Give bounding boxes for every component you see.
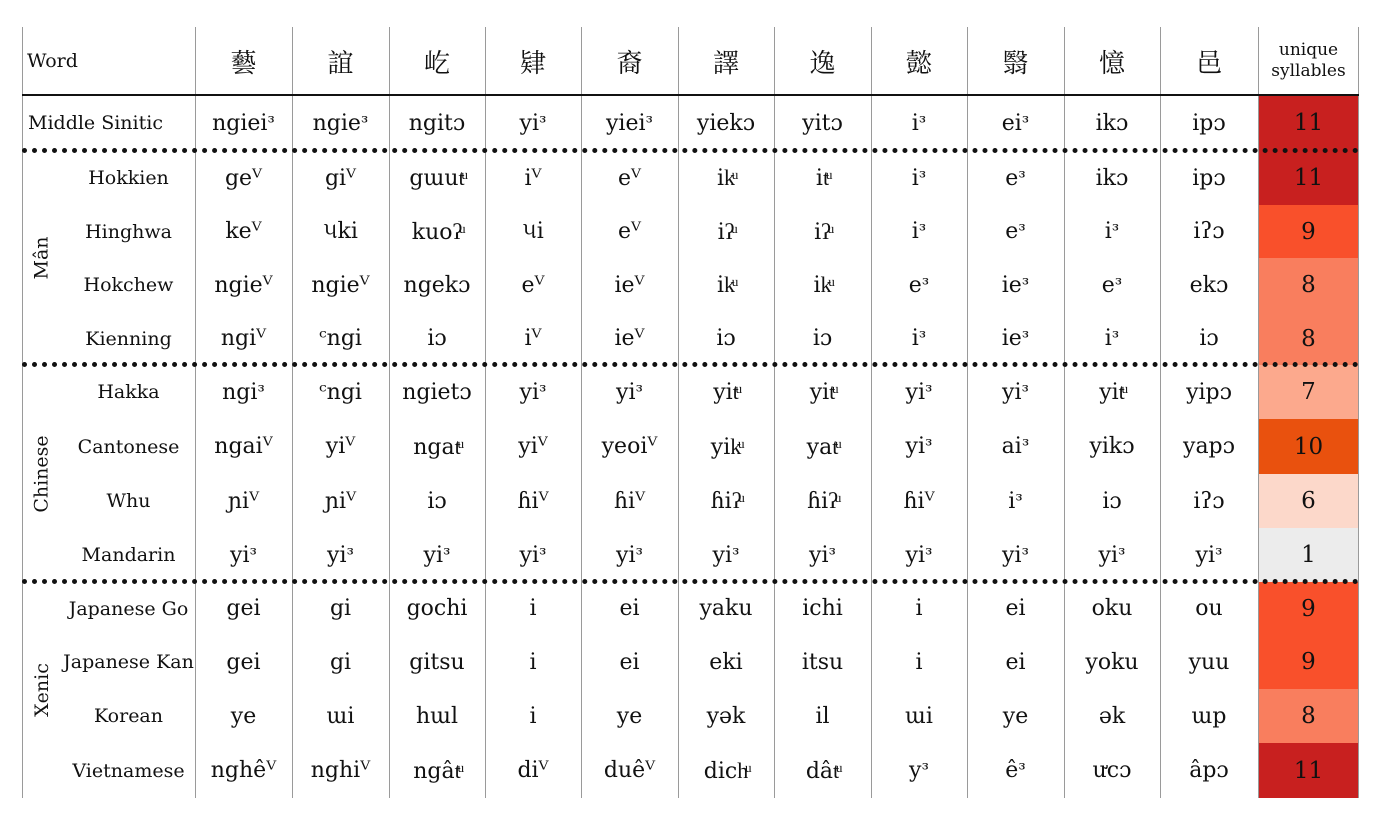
reading-cell: ngietɔ: [402, 379, 472, 405]
reading-cell: ɦiⱽ: [613, 488, 646, 514]
header-character: 逸: [809, 48, 836, 79]
reading-cell: i: [529, 649, 537, 675]
reading-cell: ieⱽ: [614, 326, 645, 351]
header-character: 誼: [327, 48, 354, 79]
header-character: 屹: [423, 48, 450, 79]
reading-cell: êᶟ: [1005, 758, 1026, 783]
reading-cell: yapɔ: [1183, 434, 1235, 459]
header-character: 譯: [712, 48, 739, 79]
column-divider: [1258, 27, 1259, 798]
unique-syllable-count: 9: [1301, 218, 1316, 245]
reading-cell: aiᶟ: [1001, 434, 1030, 459]
reading-cell: ngieⱽ: [311, 272, 370, 298]
unique-syllable-count: 8: [1301, 703, 1316, 729]
language-group-label: [22, 365, 62, 582]
reading-cell: yiᶟ: [1098, 542, 1126, 568]
reading-cell: yieiᶟ: [605, 110, 653, 136]
reading-cell: ngiᶟ: [222, 379, 265, 405]
reading-cell: yeoiⱽ: [601, 434, 658, 459]
reading-cell: yiᶟ: [1002, 379, 1029, 405]
language-group-name: Chinese: [31, 434, 54, 513]
reading-cell: ichi: [802, 596, 843, 621]
reading-cell: ngaiⱽ: [214, 434, 273, 459]
header-rule: [22, 94, 1359, 96]
reading-cell: eⱽ: [521, 272, 545, 298]
reading-cell: ngâtͧ: [413, 758, 461, 784]
reading-cell: iʔɔ: [1193, 488, 1225, 514]
reading-cell: ɯi: [326, 703, 355, 729]
reading-cell: yikͧ: [710, 434, 742, 460]
column-divider: [1358, 27, 1359, 798]
language-name: Hakka: [97, 381, 160, 403]
language-name: Middle Sinitic: [28, 112, 163, 134]
reading-cell: iʔͧ: [717, 219, 735, 245]
reading-cell: yikɔ: [1089, 434, 1135, 459]
reading-cell: yiekɔ: [696, 110, 756, 136]
reading-cell: iᶟ: [911, 219, 927, 244]
reading-cell: keⱽ: [225, 219, 262, 244]
header-unique-syllables: [1258, 27, 1359, 95]
column-divider: [389, 27, 390, 798]
reading-cell: ye: [616, 703, 643, 729]
header-character: 邑: [1195, 48, 1222, 79]
reading-cell: yitɔ: [802, 110, 843, 136]
language-group-name: Xenic: [31, 663, 54, 717]
reading-cell: iⱽ: [524, 165, 542, 191]
reading-cell: yiᶟ: [809, 542, 836, 568]
unique-syllable-count: 6: [1301, 488, 1316, 514]
reading-cell: yiᶟ: [519, 379, 547, 405]
reading-cell: yiᶟ: [519, 110, 547, 136]
language-name: Kienning: [85, 327, 172, 350]
language-name: Mandarin: [81, 544, 176, 566]
reading-cell: yiᶟ: [905, 379, 933, 405]
reading-cell: ngiⱽ: [220, 326, 267, 351]
reading-cell: yiᶟ: [616, 379, 643, 405]
reading-cell: yatͧ: [806, 434, 839, 460]
column-divider: [967, 27, 968, 798]
reading-cell: yiᶟ: [905, 434, 933, 459]
column-divider: [22, 27, 23, 798]
reading-cell: ieᶟ: [1001, 272, 1030, 298]
header-word-label: Word: [27, 50, 78, 72]
reading-cell: ekɔ: [1189, 272, 1229, 298]
group-divider: [22, 579, 1359, 584]
reading-cell: yiᶟ: [616, 542, 643, 568]
reading-cell: gochi: [406, 596, 468, 621]
reading-cell: i: [915, 596, 923, 621]
reading-cell: yiⱽ: [325, 434, 356, 459]
unique-syllable-count: 11: [1293, 110, 1324, 136]
group-divider: [22, 148, 1359, 153]
language-group-name: Mân: [31, 236, 53, 280]
reading-cell: ək: [1098, 703, 1126, 729]
reading-cell: eⱽ: [617, 165, 642, 191]
reading-cell: yitͧ: [1099, 380, 1125, 405]
group-divider: [22, 362, 1359, 367]
reading-cell: eᶟ: [1005, 219, 1026, 244]
reading-cell: nghêⱽ: [210, 758, 277, 783]
header-unique-line1: unique: [1278, 40, 1339, 60]
reading-cell: yipɔ: [1186, 379, 1232, 405]
reading-cell: ᶜngi: [319, 379, 362, 405]
reading-cell: iᶟ: [911, 110, 927, 136]
reading-cell: ɲiⱽ: [227, 488, 260, 514]
reading-cell: eiᶟ: [1001, 110, 1030, 136]
reading-cell: iɔ: [812, 326, 833, 351]
header-character: 藝: [230, 48, 257, 79]
reading-cell: ɲiⱽ: [324, 488, 357, 514]
reading-cell: gɯutͧ: [409, 166, 465, 191]
reading-cell: yaku: [699, 596, 753, 621]
reading-cell: dâtͧ: [805, 758, 840, 784]
reading-cell: ɦiⱽ: [517, 488, 549, 514]
language-name: Hinghwa: [85, 220, 172, 243]
reading-cell: yiᶟ: [712, 542, 740, 568]
reading-cell: yiᶟ: [230, 542, 257, 568]
unique-syllable-count: 7: [1301, 379, 1316, 405]
reading-cell: ɦiʔͧ: [710, 489, 742, 514]
reading-cell: diⱽ: [517, 758, 549, 783]
reading-cell: ngitɔ: [408, 110, 466, 136]
reading-cell: iɔ: [1102, 488, 1122, 514]
reading-cell: ngekɔ: [403, 272, 471, 298]
reading-cell: gei: [226, 649, 261, 675]
reading-cell: yᶟ: [909, 758, 929, 783]
reading-cell: ɦiʔͧ: [807, 489, 838, 514]
header-character: 裔: [616, 48, 643, 79]
reading-cell: gei: [226, 596, 261, 621]
reading-cell: iʔɔ: [1193, 219, 1225, 244]
header-character: 肄: [519, 48, 546, 79]
reading-cell: dichͧ: [703, 758, 749, 784]
reading-cell: ngieᶟ: [312, 110, 369, 136]
reading-cell: ưcɔ: [1092, 758, 1132, 783]
reading-cell: yiᶟ: [327, 542, 354, 568]
reading-cell: iʔͧ: [814, 219, 831, 245]
unique-syllable-count: 10: [1293, 433, 1324, 460]
column-divider: [292, 27, 293, 798]
reading-cell: gi: [329, 649, 352, 675]
reading-cell: eki: [709, 649, 743, 675]
column-divider: [871, 27, 872, 798]
reading-cell: iᶟ: [1008, 488, 1023, 514]
reading-cell: itsu: [801, 649, 844, 675]
reading-cell: i: [529, 703, 537, 729]
reading-cell: ૫ki: [323, 219, 358, 244]
reading-cell: ei: [619, 649, 640, 675]
reading-cell: ɯi: [905, 703, 933, 729]
reading-cell: geⱽ: [224, 165, 263, 191]
reading-cell: âpɔ: [1189, 758, 1229, 783]
reading-cell: kuoʔͧ: [411, 219, 463, 245]
header-character: 翳: [1002, 48, 1029, 79]
language-name: Japanese Go: [68, 597, 189, 620]
reading-cell: yiᶟ: [423, 542, 451, 568]
reading-cell: duêⱽ: [603, 758, 656, 783]
reading-cell: yək: [706, 703, 746, 729]
reading-cell: iɔ: [427, 488, 447, 514]
reading-cell: ngieⱽ: [214, 272, 273, 298]
reading-cell: ૫i: [522, 219, 544, 244]
reading-cell: iⱽ: [524, 326, 542, 351]
reading-cell: giⱽ: [324, 165, 357, 191]
reading-cell: ieᶟ: [1001, 326, 1030, 351]
reading-cell: iɔ: [427, 326, 447, 351]
reading-cell: ikͧ: [716, 273, 736, 298]
reading-cell: eᶟ: [1101, 272, 1123, 298]
column-divider: [1160, 27, 1161, 798]
language-group-label: [22, 151, 62, 365]
reading-cell: ye: [230, 703, 257, 729]
column-divider: [1064, 27, 1065, 798]
reading-cell: eⱽ: [617, 219, 642, 244]
reading-cell: ikɔ: [1095, 110, 1129, 136]
column-divider: [774, 27, 775, 798]
reading-cell: yiᶟ: [1195, 542, 1223, 568]
reading-cell: ipɔ: [1192, 110, 1226, 136]
reading-cell: ikͧ: [716, 166, 736, 191]
reading-cell: yiᶟ: [1002, 542, 1029, 568]
column-divider: [195, 27, 196, 798]
language-group-label: [22, 582, 62, 798]
unique-syllable-count: 11: [1293, 757, 1324, 784]
reading-cell: itͧ: [815, 166, 830, 191]
reading-cell: ei: [1005, 596, 1026, 621]
reading-cell: iɔ: [716, 326, 736, 351]
unique-syllable-count: 9: [1301, 595, 1316, 622]
reading-cell: yiᶟ: [519, 542, 547, 568]
unique-syllable-count: 8: [1301, 325, 1316, 352]
reading-cell: oku: [1091, 596, 1133, 621]
column-divider: [581, 27, 582, 798]
reading-cell: iɔ: [1199, 326, 1219, 351]
reading-cell: ieⱽ: [614, 272, 645, 298]
reading-cell: ngatͧ: [413, 434, 461, 460]
reading-cell: hɯl: [415, 703, 459, 729]
language-name: Cantonese: [77, 435, 180, 458]
language-name: Whu: [106, 490, 151, 512]
reading-cell: yitͧ: [713, 380, 739, 405]
reading-cell: ipɔ: [1192, 165, 1226, 191]
reading-cell: yitͧ: [809, 380, 836, 405]
reading-cell: gi: [329, 596, 352, 621]
reading-cell: eᶟ: [1005, 165, 1026, 191]
reading-cell: ei: [619, 596, 640, 621]
reading-cell: yoku: [1085, 649, 1139, 675]
reading-cell: iᶟ: [1104, 326, 1120, 351]
reading-cell: ye: [1002, 703, 1029, 729]
reading-cell: gitsu: [409, 649, 465, 675]
header-character: 憶: [1098, 48, 1125, 79]
reading-cell: ɦiⱽ: [903, 488, 935, 514]
header-unique-line2: syllables: [1271, 61, 1346, 81]
language-name: Vietnamese: [72, 759, 185, 782]
column-divider: [485, 27, 486, 798]
language-name: Hokkien: [88, 167, 169, 189]
header-character: 懿: [905, 48, 932, 79]
reading-cell: yuu: [1188, 649, 1230, 675]
unique-syllable-count: 9: [1301, 649, 1316, 675]
language-name: Japanese Kan: [63, 651, 194, 673]
unique-syllable-count: 1: [1301, 542, 1316, 568]
reading-cell: yiᶟ: [905, 542, 933, 568]
reading-cell: ou: [1195, 596, 1223, 621]
reading-cell: ᶜngi: [319, 326, 362, 351]
unique-syllable-count: 8: [1301, 272, 1316, 298]
reading-cell: ikͧ: [813, 273, 832, 298]
reading-cell: ikɔ: [1095, 165, 1129, 191]
pronunciation-table: [22, 27, 1359, 798]
reading-cell: ɯp: [1191, 703, 1227, 729]
reading-cell: eᶟ: [908, 272, 930, 298]
reading-cell: il: [815, 703, 830, 729]
unique-syllable-count: 11: [1293, 165, 1324, 191]
reading-cell: iᶟ: [911, 165, 927, 191]
reading-cell: nghiⱽ: [310, 758, 371, 783]
language-name: Korean: [93, 705, 163, 727]
language-name: Hokchew: [83, 274, 174, 296]
reading-cell: yiⱽ: [518, 434, 548, 459]
reading-cell: iᶟ: [1104, 219, 1120, 244]
reading-cell: i: [529, 596, 537, 621]
reading-cell: i: [915, 649, 923, 675]
reading-cell: ei: [1005, 649, 1026, 675]
reading-cell: ngieiᶟ: [212, 110, 275, 136]
reading-cell: iᶟ: [911, 326, 927, 351]
column-divider: [678, 27, 679, 798]
